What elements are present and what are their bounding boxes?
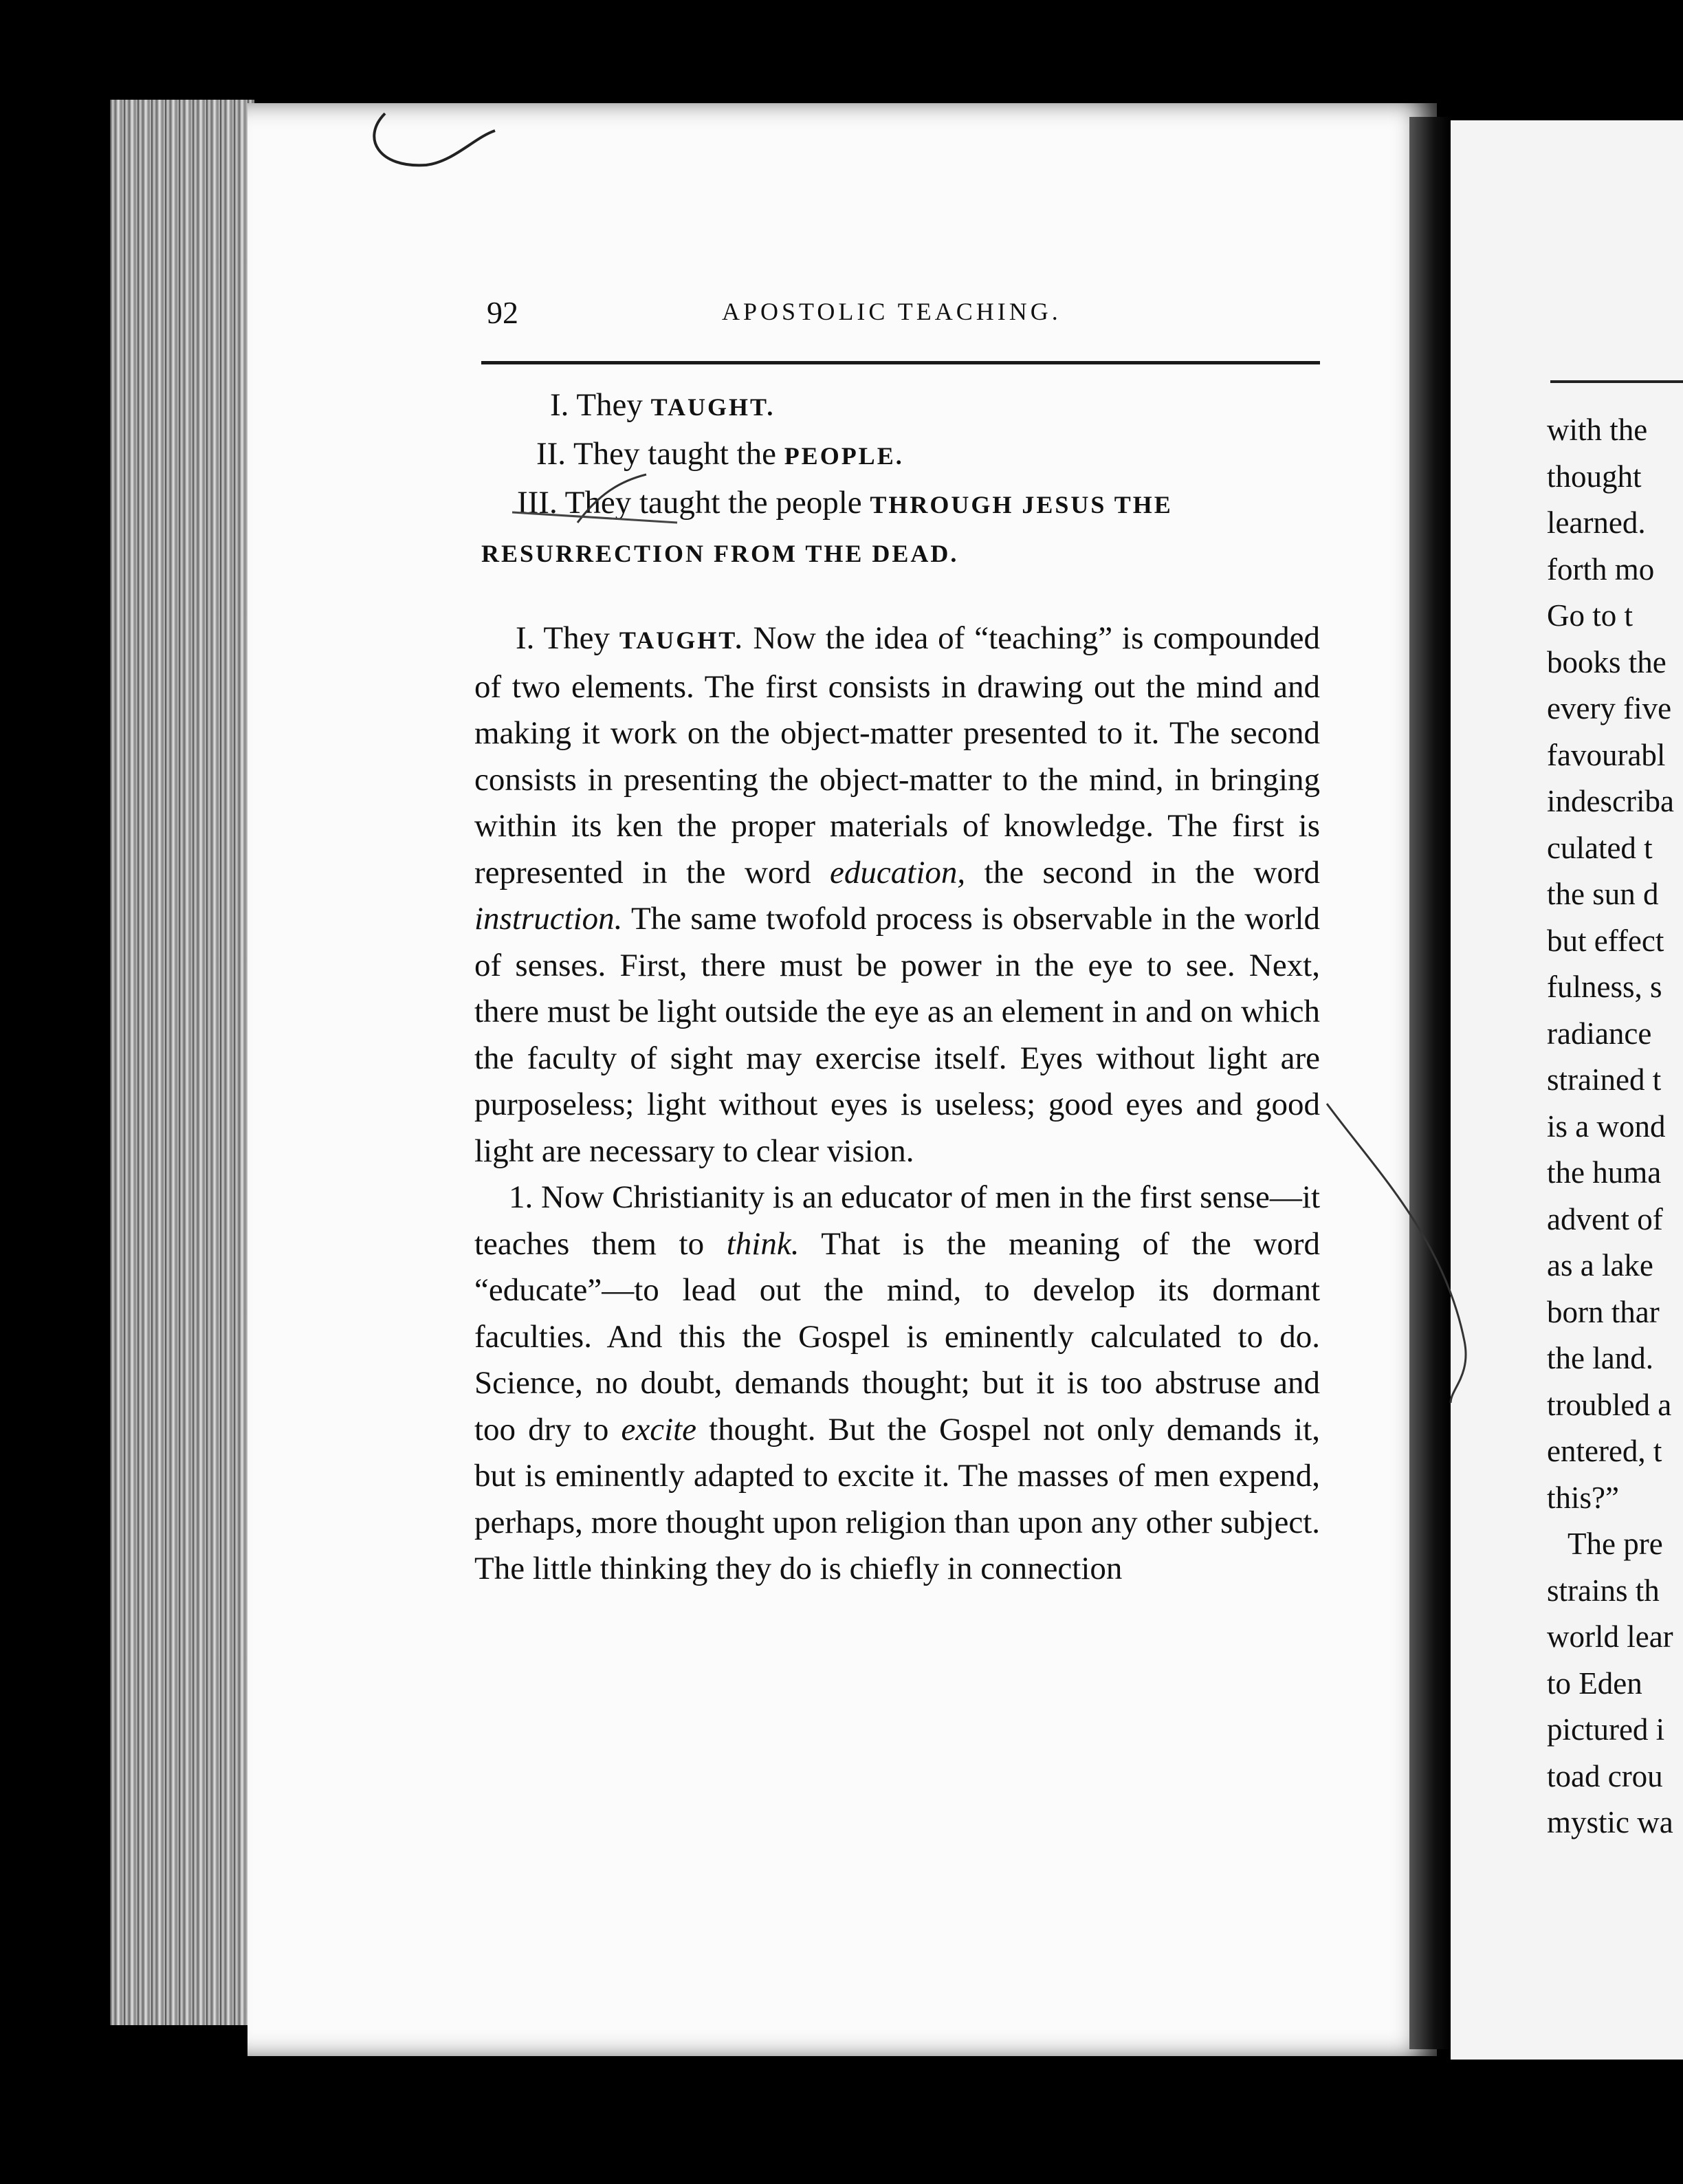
right-page-line: strained t [1547, 1062, 1662, 1097]
outline-item-3-continued: RESURRECTION FROM THE DEAD. [481, 540, 959, 567]
right-page-line: advent of [1547, 1201, 1663, 1236]
right-page-line: thought [1547, 459, 1642, 494]
right-page-line: The pre [1568, 1527, 1663, 1561]
outline-item-1: I. They TAUGHT. [550, 387, 776, 423]
right-page-line: with the [1547, 413, 1648, 447]
outline-item-2: II. They taught the PEOPLE. [536, 436, 904, 472]
right-page-line: Go to t [1547, 598, 1634, 633]
right-page-line: favourabl [1547, 737, 1666, 772]
right-page-line: to Eden [1547, 1666, 1642, 1701]
right-page-line: culated t [1547, 830, 1653, 865]
right-page-line: fulness, s [1547, 970, 1662, 1004]
right-page-line: troubled a [1547, 1387, 1672, 1422]
right-page-line: strains th [1547, 1573, 1660, 1608]
right-page-line: toad crou [1547, 1758, 1663, 1793]
right-page-line: every five [1547, 691, 1672, 725]
outline-item-3: III. They taught the people THROUGH JESUS THE [517, 485, 1173, 521]
right-page-line: mystic wa [1547, 1805, 1673, 1839]
right-page-line: learned. [1547, 505, 1646, 540]
right-page-line: the sun d [1547, 877, 1659, 911]
page-number: 92 [487, 295, 518, 330]
right-page-line: world lear [1547, 1619, 1673, 1654]
paragraph-educator: 1. Now Christianity is an educator of men in the first sense—it teaches them to think. That is the meaning of the word “educate”—to lead out the mind, to develop its dormant faculties. And this the Gospel is eminently calculated to do. Science, no doubt, demands thought; but it is too abstruse and too dry to excite thought. But the Gospel not only demands it, but is eminently adapted to excite it. The masses of men expend, perhaps, more thought upon religion than upon any other subject. The little thinking they do is chiefly in connection [474, 1179, 1321, 1586]
right-page-line: as a lake [1547, 1248, 1653, 1282]
right-page-line: indescriba [1547, 784, 1674, 818]
right-page-line: this?” [1547, 1480, 1619, 1515]
paragraph-taught: I. They TAUGHT. Now the idea of “teaching” is compounded of two elements. The first consists in drawing out the mind and making it work on the object-matter presented to it. The second consists in presenting the object-matter to the mind, in bringing within its ken the proper materials of knowledge. The first is represented in the word education, the second in the word instruction. The same twofold process is observable in the world of senses. First, there must be power in the eye to see. Next, there must be light outside the eye as an element in and on which the faculty of sight may exercise itself. Eyes without light are purposeless; light without eyes is useless; good eyes and good light are necessary to clear vision. [474, 620, 1321, 1169]
right-page-line: entered, t [1547, 1434, 1662, 1468]
running-head: APOSTOLIC TEACHING. [722, 298, 1062, 325]
right-page-line: pictured i [1547, 1712, 1665, 1747]
right-page-line: radiance [1547, 1016, 1652, 1051]
right-page-line: born thar [1547, 1294, 1660, 1329]
right-page-line: the huma [1547, 1155, 1662, 1190]
right-page-line: the land. [1547, 1341, 1653, 1375]
right-page-line: but effect [1547, 923, 1664, 958]
right-page-line: forth mo [1547, 552, 1655, 587]
right-page-line: books the [1547, 644, 1666, 679]
right-page-line: is a wond [1547, 1109, 1666, 1144]
